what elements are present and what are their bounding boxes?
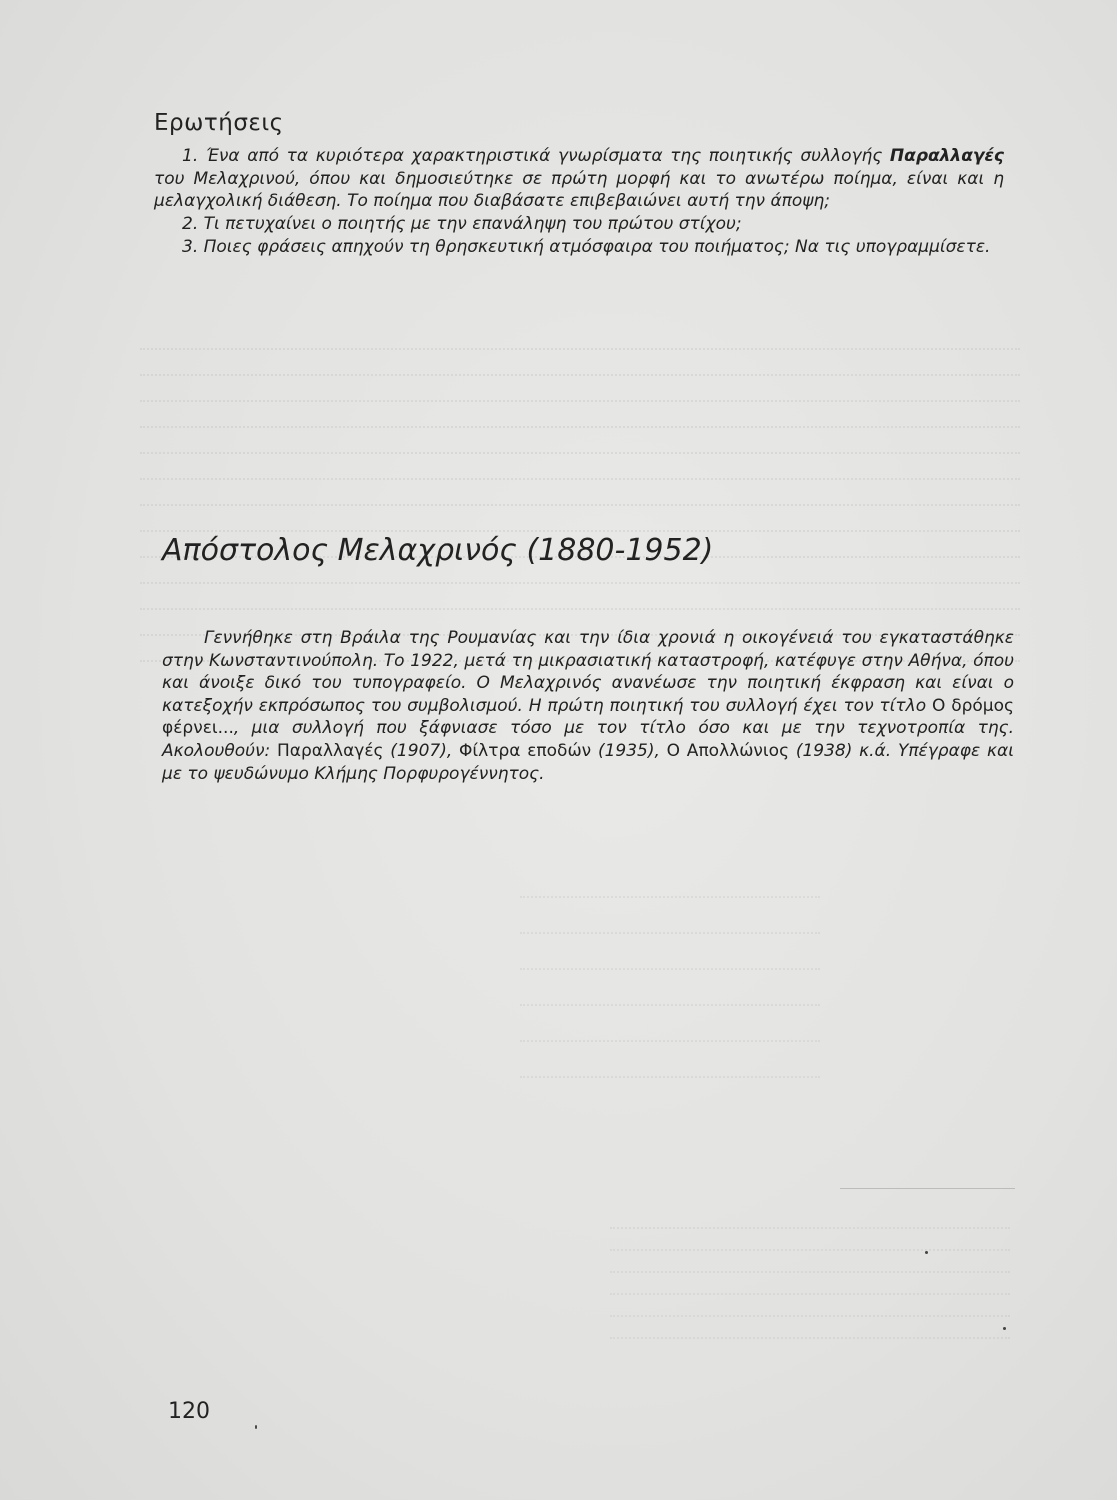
print-speck: [255, 1425, 257, 1429]
bio-year-3: (1935),: [591, 740, 667, 761]
question-1-text-start: 1. Ένα από τα κυριότερα χαρακτηριστικά γνωρίσματα της ποιητικής συλλογής: [182, 146, 890, 166]
bio-work-title-2: Παραλλαγές: [276, 740, 384, 761]
bleed-through-text: [140, 330, 1020, 668]
question-2: 2. Τι πετυχαίνει ο ποιητής με την επανάληψη του πρώτου στίχου;: [182, 214, 742, 235]
question-3: 3. Ποιες φράσεις απηχούν τη θρησκευτική ατμόσφαιρα του ποιήματος; Να τις υπογραμμίσετε.: [182, 236, 991, 257]
bio-work-title-1: Ο δρόμος φέρνει...: [162, 695, 1014, 739]
biography-paragraph: [162, 627, 1014, 785]
bleed-through-footnotes: [610, 1215, 1010, 1347]
question-1-text-end: του Μελαχρινού, όπου και δημοσιεύτηκε σε πρώτη μορφή και το ανωτέρω ποίημα, είναι και η μελαγχολική διάθεση. Το ποίημα που διαβάσατε επιβεβαιώνει αυτή την άποψη;: [154, 168, 1004, 212]
author-biography: [162, 627, 1014, 785]
questions-list: [154, 145, 1004, 259]
bio-work-title-3: Φίλτρα εποδών: [459, 740, 592, 761]
print-speck: [1003, 1327, 1006, 1330]
print-speck: [925, 1251, 928, 1254]
page-number: 120: [168, 1399, 210, 1424]
bleed-through-poem: [520, 880, 820, 1096]
question-1: [154, 145, 1004, 213]
question-1-collection-title: Παραλλαγές: [889, 146, 1004, 166]
questions-heading: Ερωτήσεις: [154, 110, 284, 136]
author-title: Απόστολος Μελαχρινός (1880-1952): [162, 533, 714, 568]
bio-work-title-4: Ο Απολλώνιος: [666, 740, 790, 761]
bio-year-4: (1938) κ.ά. Υπέγραφε και με το ψευδώνυμο Κλήμης Πορφυρογέννητος.: [162, 740, 1014, 784]
bio-year-2: (1907),: [383, 740, 460, 761]
bio-text-2: , μια συλλογή που ξάφνιασε τόσο με τον τίτλο όσο και με την τεχνοτροπία της. Ακολουθούν:: [162, 718, 1014, 761]
bleed-through-rule: [840, 1188, 1015, 1189]
bio-text-1: Γεννήθηκε στη Βράιλα της Ρουμανίας και την ίδια χρονιά η οικογένειά του εγκαταστάθηκε στην Κωνσταντινούπολη. Το 1922, μετά τη μικρασιατική καταστροφή, κατέφυγε στην Αθήνα, όπου και άνοιξε δικό του τυπογραφείο. Ο Μελαχρινός ανανέωσε την ποιητική έκφραση και είναι ο κατεξοχήν εκπρόσωπος του συμβολισμού. Η πρώτη ποιητική του συλλογή έχει τον τίτλο: [162, 628, 1014, 716]
